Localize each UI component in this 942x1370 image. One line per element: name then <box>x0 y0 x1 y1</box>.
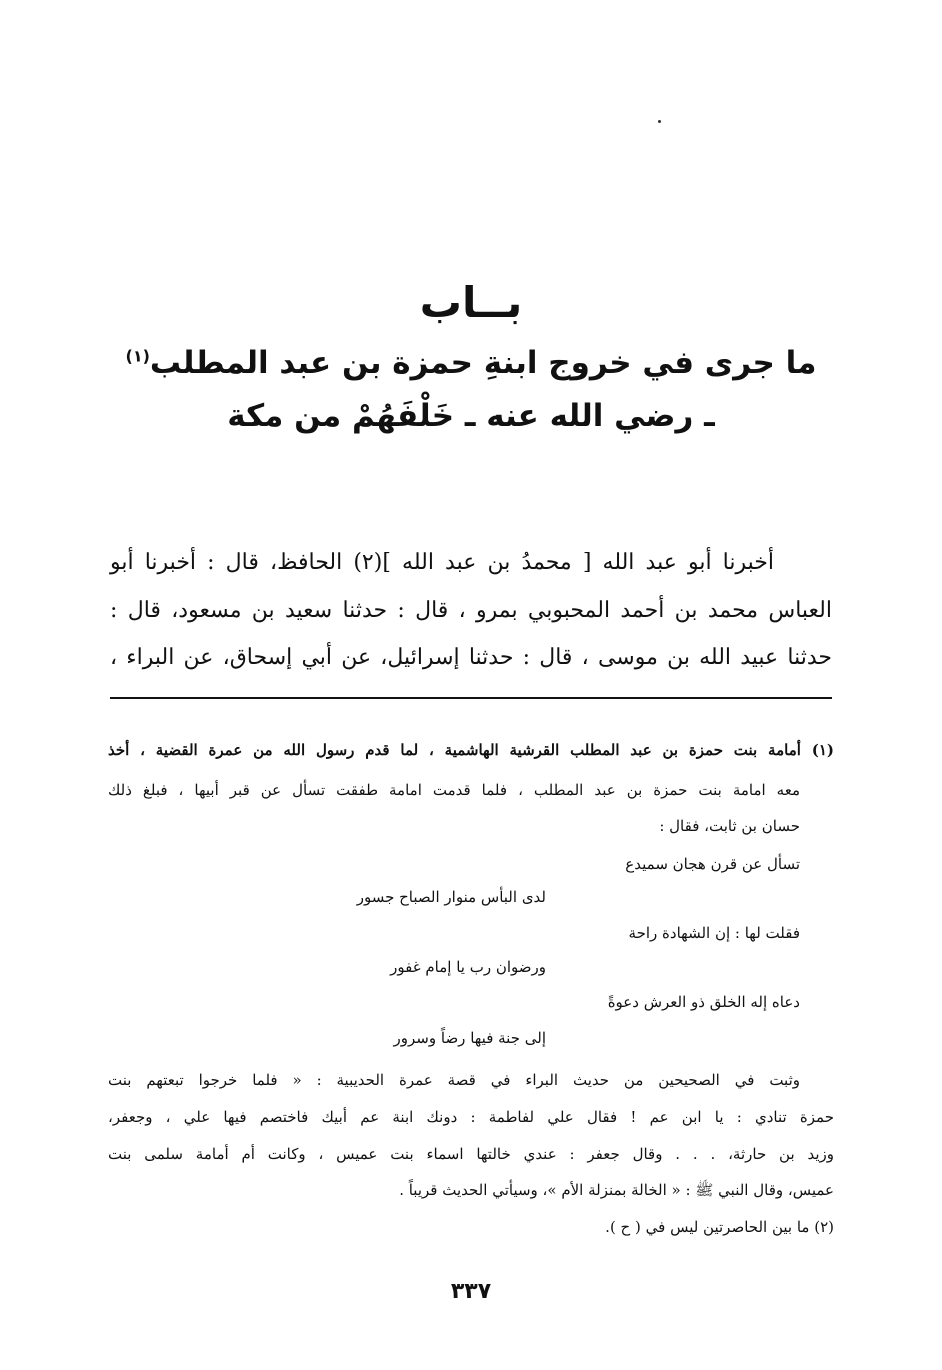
main-text-line-3: حدثنا عبيد الله بن موسى ، قال : حدثنا إسرائيل، عن أبي إسحاق، عن البراء ، <box>110 645 832 670</box>
main-text-line-2: العباس محمد بن أحمد المحبوبي بمرو ، قال : حدثنا سعيد بن مسعود، قال : <box>110 598 832 623</box>
poem-verse: إلى جنة فيها رضاً وسرور <box>393 1029 546 1047</box>
poem-verse: لدى البأس منوار الصباح جسور <box>356 888 546 906</box>
main-text-line-1: أخبرنا أبو عبد الله [ محمدُ بن عبد الله ](٢) الحافظ، قال : أخبرنا أبو <box>110 550 774 575</box>
chapter-heading-bab: بــاب <box>419 278 523 327</box>
footnote-separator <box>110 697 832 699</box>
chapter-title-line1 <box>0 345 942 381</box>
chapter-title-text: ما جرى في خروج ابنةِ حمزة بن عبد المطلب <box>149 345 817 381</box>
footnote-paragraph-line: حمزة تنادي : يا ابن عم ! فقال علي لفاطمة : دونك ابنة عم أبيك فاختصم فيها علي ، وجعفر، <box>108 1108 834 1126</box>
footnote-2: (٢) ما بين الحاصرتين ليس في ( ح ). <box>605 1218 834 1236</box>
footnote-paragraph-line: وثبت في الصحيحين من حديث البراء في قصة عمرة الحديبية : « فلما خرجوا تبعتهم بنت <box>108 1071 800 1089</box>
poem-verse: تسأل عن قرن هجان سميدع <box>625 855 800 873</box>
footnote-paragraph-line: وزيد بن حارثة، . . . وقال جعفر : عندي خالتها اسماء بنت عميس ، وكانت أم أمامة سلمى بنت <box>108 1145 834 1163</box>
footnote-paragraph-line: عميس، وقال النبي ﷺ : « الخالة بمنزلة الأم »، وسيأتي الحديث قريباً . <box>399 1181 834 1199</box>
poem-verse: ورضوان رب يا إمام غفور <box>390 958 546 976</box>
poem-verse: دعاه إله الخلق ذو العرش دعوةً <box>607 993 800 1011</box>
page-number: ٣٣٧ <box>450 1279 492 1304</box>
chapter-title-line2: ـ رضي الله عنه ـ خَلْفَهُمْ من مكة <box>227 398 715 434</box>
paper-speck <box>658 120 661 123</box>
footnote-1-line-2: معه امامة بنت حمزة بن عبد المطلب ، فلما قدمت امامة طفقت تسأل عن قبر أبيها ، فبلغ ذلك <box>108 781 800 799</box>
poem-verse: فقلت لها : إن الشهادة راحة <box>628 924 800 942</box>
footnote-1-line-3: حسان بن ثابت، فقال : <box>659 817 800 835</box>
footnote-marker-1: (١) <box>125 346 150 366</box>
footnote-1-line-1: (١) أمامة بنت حمزة بن عبد المطلب القرشية الهاشمية ، لما قدم رسول الله من عمرة القضية ، أخذ <box>108 741 834 759</box>
